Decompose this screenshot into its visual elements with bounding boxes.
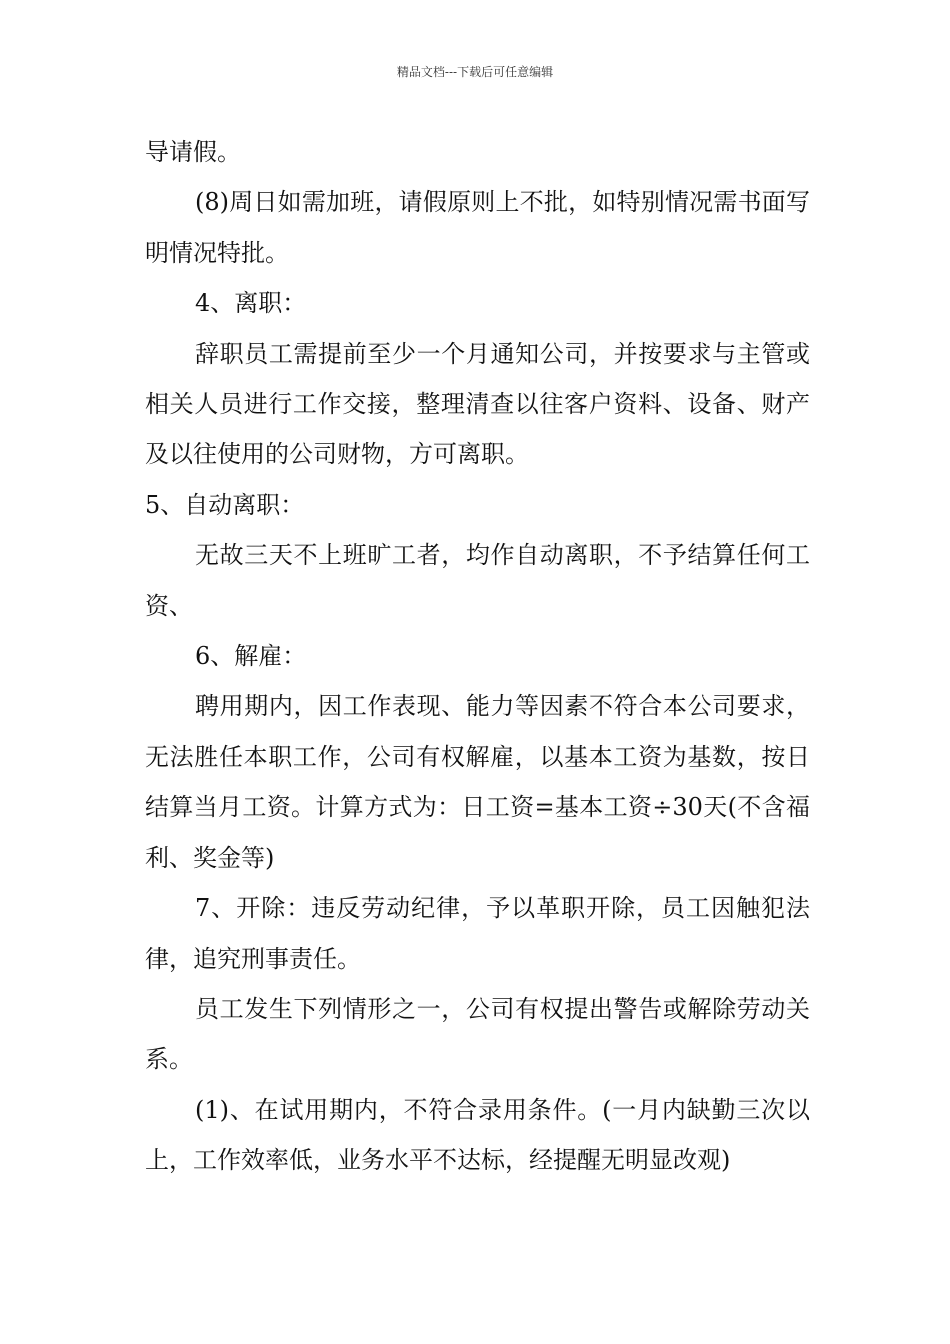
paragraph: 辞职员工需提前至少一个月通知公司，并按要求与主管或相关人员进行工作交接，整理清查以往客户资料、设备、财产及以往使用的公司财物，方可离职。 xyxy=(145,339,810,469)
section-heading: 5、自动离职： xyxy=(145,490,305,519)
paragraph: 无故三天不上班旷工者，均作自动离职，不予结算任何工资、 xyxy=(145,541,810,620)
section-heading: 4、离职： xyxy=(195,289,307,318)
paragraph: 导请假。 xyxy=(145,138,241,166)
section-heading: 6、解雇： xyxy=(195,642,307,671)
paragraph: (8)周日如需加班，请假原则上不批，如特别情况需书面写明情况特批。 xyxy=(145,188,810,267)
paragraph: (1)、在试用期内，不符合录用条件。(一月内缺勤三次以上，工作效率低，业务水平不达标，经提醒无明显改观) xyxy=(145,1095,810,1175)
page-header: 精品文档---下载后可任意编辑 xyxy=(396,65,554,79)
paragraph: 7、开除：违反劳动纪律，予以革职开除，员工因触犯法律，追究刑事责任。 xyxy=(145,894,810,973)
document-body xyxy=(145,127,810,1186)
paragraph: 聘用期内，因工作表现、能力等因素不符合本公司要求，无法胜任本职工作，公司有权解雇，以基本工资为基数，按日结算当月工资。计算方式为：日工资=基本工资÷30天(不含福利、奖金等) xyxy=(145,692,810,872)
paragraph: 员工发生下列情形之一，公司有权提出警告或解除劳动关系。 xyxy=(145,994,810,1074)
